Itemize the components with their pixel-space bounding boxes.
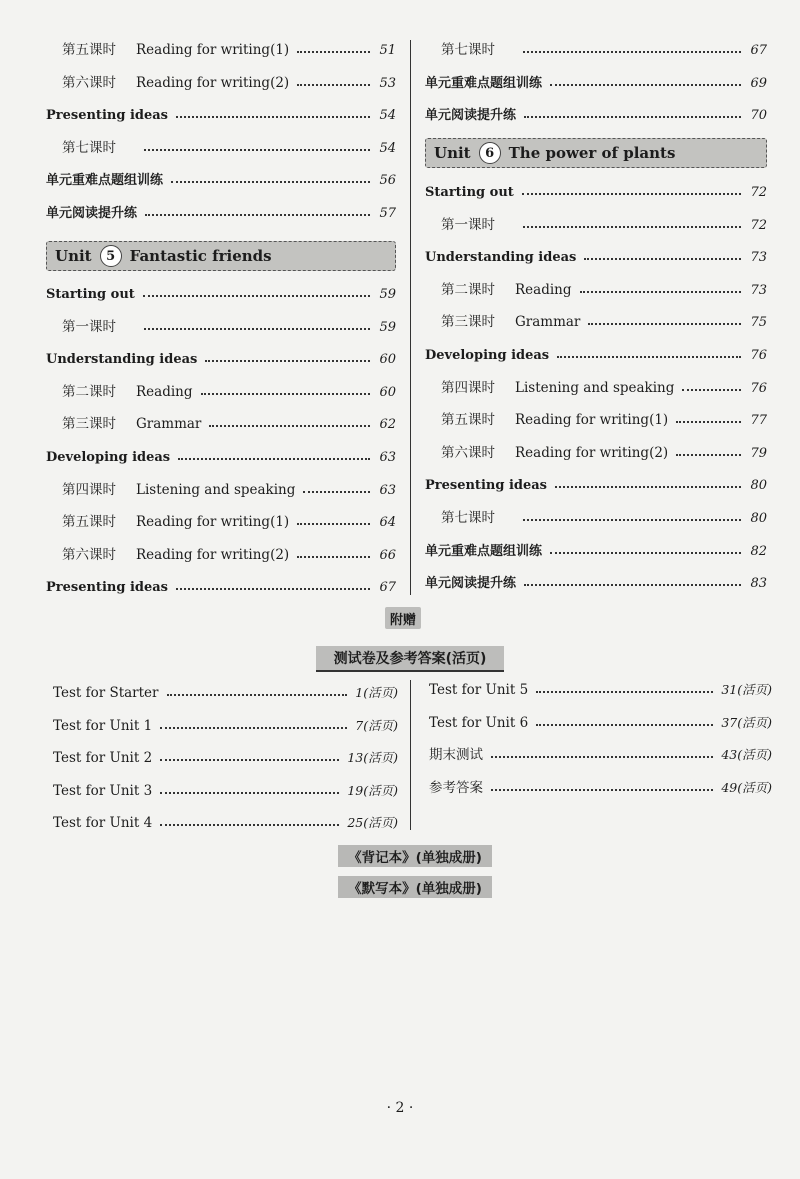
dot-leader [523,518,741,521]
page-ref: 59 [379,287,396,302]
lesson-number: 第三课时 [62,416,116,433]
page-ref: 62 [379,417,396,433]
lesson-number: 第六课时 [62,74,116,91]
dot-leader [524,115,741,118]
toc-entry-label [425,104,516,123]
toc-entry-label [62,510,289,530]
page-ref: 37(活页) [721,714,772,730]
unit-name: The power of plants [508,144,676,162]
dot-leader [536,691,713,693]
entry-title: Grammar [515,314,581,331]
dot-leader [523,225,741,228]
unit-number-badge: 6 [479,142,501,164]
dot-leader [550,551,741,554]
toc-entry[interactable] [425,339,767,363]
lesson-number: 第七课时 [441,510,495,526]
page-ref: 63 [379,450,396,465]
unit-word: Unit [55,247,92,265]
page-ref: 80 [750,511,767,526]
toc-entry-label [425,348,549,363]
lesson-number: 第五课时 [62,42,116,58]
dot-leader [555,485,741,488]
dot-leader [171,180,370,183]
page-ref: 13(活页) [347,750,398,766]
toc-entry-label [62,543,289,563]
unit-header[interactable] [425,138,767,168]
page-ref: 80 [750,478,767,494]
toc-entry[interactable] [46,506,396,530]
entry-title: Listening and speaking [136,481,296,498]
column-divider-top [410,40,411,595]
entry-title: 单元阅读提升练 [425,576,517,592]
page-ref: 54 [379,140,396,156]
toc-entry-label [62,315,136,335]
toc-entry[interactable] [425,274,767,298]
dot-leader [176,115,370,118]
entry-title: Reading [515,281,572,298]
page-ref: 70 [750,108,767,124]
lesson-number: 第七课时 [62,139,116,156]
entry-title: Presenting ideas [46,108,168,124]
page-ref: 49(活页) [721,779,772,795]
page-ref: 53 [379,75,396,91]
dot-leader [676,453,741,456]
test-entry[interactable] [53,677,398,701]
toc-entry-label [46,580,168,595]
unit-name: Fantastic friends [129,247,272,265]
test-title: 参考答案 [429,779,483,796]
entry-title: Grammar [136,416,202,433]
dot-leader [167,694,348,696]
page-ref: 64 [379,515,396,531]
dot-leader [682,388,741,391]
test-title: Test for Unit 5 [429,682,529,698]
entry-title: Developing ideas [425,348,550,363]
memory-book-title: 《背记本》(单独成册) [338,845,492,867]
entry-title: 单元重难点题组训练 [425,75,543,91]
test-title: 期末测试 [429,747,483,764]
page-ref: 73 [750,250,767,266]
entry-title: Reading for writing(2) [136,74,290,91]
toc-entry-label [46,169,163,188]
toc-entry[interactable] [425,437,767,461]
page-ref: 66 [379,547,396,563]
test-entry[interactable] [429,739,772,763]
toc-entry-label [46,450,170,465]
lesson-number: 第四课时 [62,481,116,498]
lesson-number: 第六课时 [62,546,116,563]
entry-title: 单元重难点题组训练 [425,543,543,559]
dot-leader [178,457,370,460]
lesson-number: 第七课时 [441,42,495,58]
lesson-number: 第一课时 [62,318,116,335]
page-ref: 76 [750,380,767,396]
toc-entry-label [441,376,674,396]
page-ref: 72 [750,217,767,233]
dot-leader [201,392,371,395]
page-ref: 59 [379,319,396,335]
dot-leader [523,50,741,53]
lesson-number: 第五课时 [62,514,116,531]
toc-entry-label [62,136,136,156]
toc-entry[interactable] [425,306,767,330]
toc-entry[interactable] [46,343,396,367]
toc-entry-label [46,352,197,367]
entry-title: Reading for writing(2) [515,444,669,461]
page-ref: 73 [750,282,767,298]
dot-leader [297,522,370,525]
test-title: Test for Unit 4 [53,815,153,832]
page-ref: 67 [379,580,396,596]
unit-word: Unit [434,144,471,162]
entry-title: Starting out [46,287,135,302]
page-ref: 72 [750,185,767,200]
dot-leader [160,759,339,761]
dot-leader [143,294,370,297]
dot-leader [160,727,347,729]
page-ref: 43(活页) [721,747,772,763]
page-ref: 69 [750,75,767,91]
dictation-book-title: 《默写本》(单独成册) [338,876,492,898]
entry-title: 单元重难点题组训练 [46,173,164,189]
toc-entry-label [441,213,515,233]
dot-leader [550,83,741,86]
dot-leader [297,83,370,86]
entry-title: Presenting ideas [425,478,547,494]
toc-entry[interactable] [425,67,767,91]
entry-title: Listening and speaking [515,379,675,396]
toc-entry[interactable] [425,567,767,591]
entry-title: Understanding ideas [425,250,577,266]
dot-leader [557,355,741,358]
dot-leader [297,555,370,558]
dot-leader [145,213,370,216]
dot-leader [524,583,741,586]
appendix-tag: 附赠 [385,607,421,629]
page-ref: 67 [750,43,767,58]
entry-title: Reading for writing(1) [136,514,290,531]
toc-entry-label [441,408,668,428]
toc-entry-label [441,38,515,58]
test-papers-title: 测试卷及参考答案(活页) [316,646,504,672]
dot-leader [303,490,370,493]
page-ref: 31(活页) [721,682,772,697]
page-ref: 54 [379,108,396,124]
page-ref: 75 [750,315,767,331]
page-ref: 56 [379,173,396,189]
page-ref: 25(活页) [347,815,398,831]
toc-entry[interactable] [46,441,396,465]
page-ref: 79 [750,445,767,461]
lesson-number: 第四课时 [441,379,495,396]
toc-entry[interactable] [425,404,767,428]
page-ref: 1(活页) [355,685,398,700]
page-ref: 7(活页) [355,717,398,733]
entry-title: 单元阅读提升练 [425,108,517,124]
dot-leader [205,359,370,362]
entry-title: Reading for writing(1) [136,42,290,58]
toc-entry-label [425,72,542,91]
toc-entry[interactable] [46,164,396,188]
dot-leader [144,148,370,151]
toc-entry[interactable] [425,34,767,58]
toc-entry-label [62,412,201,432]
page-ref: 51 [379,43,396,58]
toc-entry-label [441,310,580,330]
toc-entry[interactable] [46,278,396,302]
lesson-number: 第三课时 [441,314,495,331]
dot-leader [209,424,370,427]
toc-entry[interactable] [46,571,396,595]
toc-entry-label [425,250,576,265]
toc-entry-label [441,506,515,526]
lesson-number: 第一课时 [441,216,495,233]
toc-entry-label [425,572,516,591]
dot-leader [491,756,713,758]
page-ref: 83 [750,576,767,592]
lesson-number: 第二课时 [62,383,116,400]
toc-entry[interactable] [46,34,396,58]
dot-leader [176,587,370,590]
entry-title: 单元阅读提升练 [46,206,138,221]
toc-entry-label [62,380,193,400]
toc-entry[interactable] [46,408,396,432]
dot-leader [297,50,370,53]
test-entry[interactable] [53,742,398,766]
test-entry[interactable] [429,674,772,698]
page-ref: 19(活页) [347,782,398,798]
unit-header[interactable] [46,241,396,271]
test-title: Test for Starter [53,685,159,701]
test-entry[interactable] [429,707,772,731]
test-entry[interactable] [429,772,772,796]
toc-entry[interactable] [425,372,767,396]
test-title: Test for Unit 6 [429,714,529,731]
page-ref: 77 [750,413,767,429]
toc-entry-label [62,38,289,58]
toc-entry[interactable] [425,176,767,200]
unit-number-badge: 5 [100,245,122,267]
column-divider-tests [410,680,411,830]
toc-entry[interactable] [46,311,396,335]
entry-title: Reading for writing(1) [515,412,669,429]
lesson-number: 第六课时 [441,444,495,461]
toc-entry-label [441,278,572,298]
lesson-number: 第五课时 [441,412,495,429]
test-entry[interactable] [53,710,398,734]
dot-leader [522,192,741,195]
page-number: · 2 · [386,1100,414,1116]
toc-entry[interactable] [425,209,767,233]
toc-entry[interactable] [425,535,767,559]
toc-entry[interactable] [46,539,396,563]
dot-leader [144,327,370,330]
dot-leader [160,824,339,826]
toc-entry[interactable] [46,197,396,221]
toc-entry-label [46,108,168,123]
page-ref: 57 [379,206,396,221]
toc-entry[interactable] [46,376,396,400]
lesson-number: 第二课时 [441,281,495,298]
toc-entry-label [425,185,514,200]
toc-entry-label [425,540,542,559]
toc-entry[interactable] [46,67,396,91]
page-ref: 63 [379,482,396,498]
entry-title: Presenting ideas [46,580,168,596]
toc-entry-label [441,441,668,461]
dot-leader [160,792,339,794]
test-title: Test for Unit 1 [53,717,153,734]
entry-title: Reading [136,383,193,400]
dot-leader [580,290,742,293]
dot-leader [491,789,713,791]
page-ref: 76 [750,348,767,363]
test-title: Test for Unit 3 [53,782,153,799]
entry-title: Developing ideas [46,450,171,465]
page-ref: 60 [379,352,396,368]
toc-entry-label [46,287,135,302]
dot-leader [676,420,741,423]
test-title: Test for Unit 2 [53,750,153,767]
dot-leader [588,322,741,325]
entry-title: Reading for writing(2) [136,546,290,563]
toc-entry[interactable] [46,474,396,498]
page-ref: 82 [750,543,767,559]
toc-entry-label [62,478,295,498]
toc-entry-label [62,71,289,91]
toc-entry[interactable] [425,241,767,265]
toc-entry[interactable] [425,469,767,493]
toc-entry[interactable] [425,502,767,526]
entry-title: Understanding ideas [46,352,198,368]
entry-title: Starting out [425,185,514,200]
toc-entry-label [425,478,547,493]
test-entry[interactable] [53,775,398,799]
toc-entry[interactable] [46,132,396,156]
dot-leader [536,724,713,726]
page-ref: 60 [379,384,396,400]
toc-entry-label [46,202,137,221]
toc-entry[interactable] [46,99,396,123]
toc-entry[interactable] [425,99,767,123]
dot-leader [584,257,741,260]
test-entry[interactable] [53,807,398,831]
